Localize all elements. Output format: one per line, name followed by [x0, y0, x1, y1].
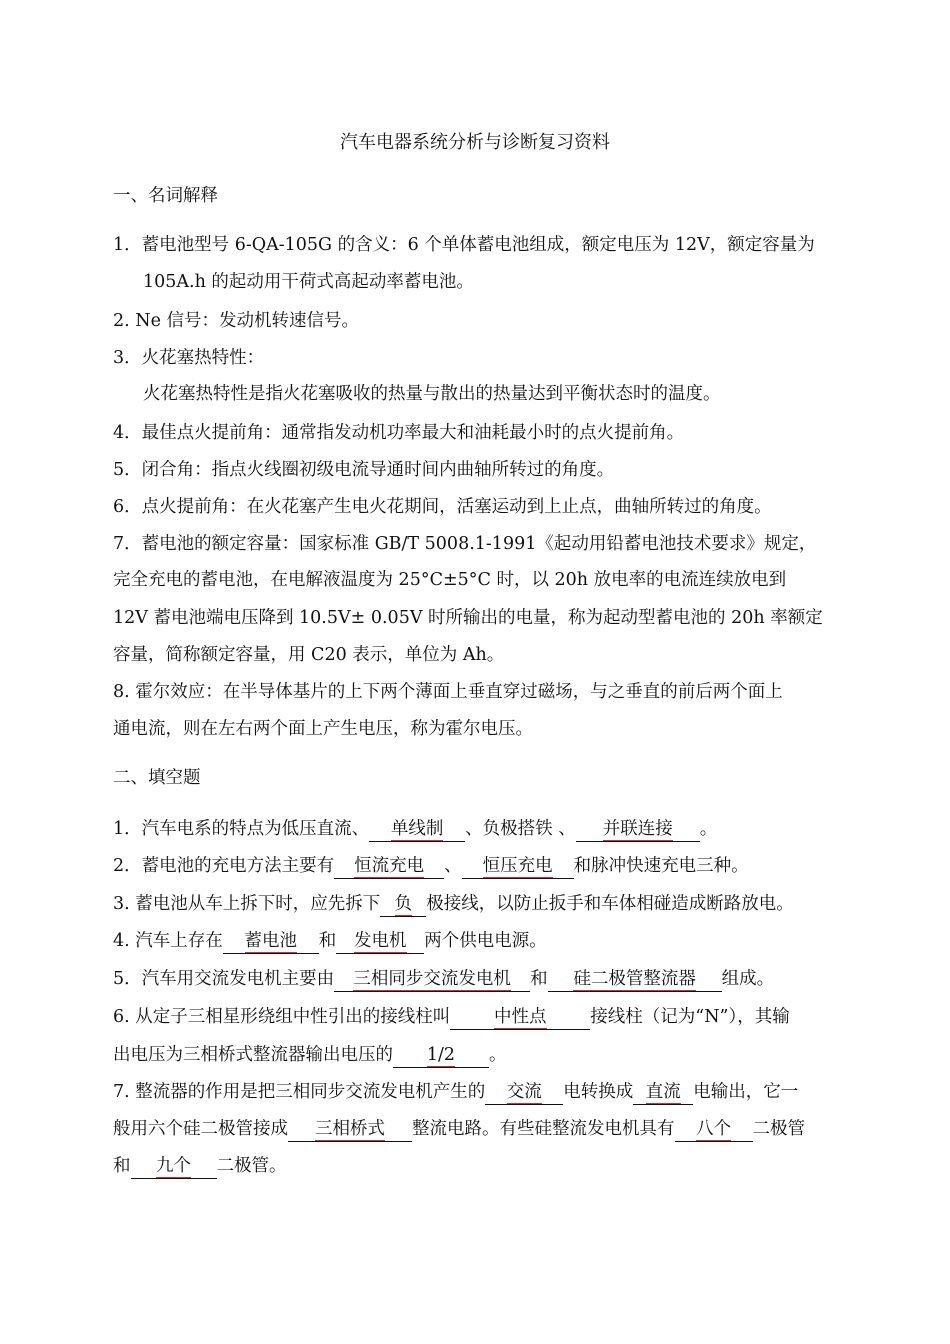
- fill-question-7-line-2: [113, 1116, 805, 1142]
- answer-blank: [380, 892, 426, 917]
- answer-text: 单线制: [390, 819, 444, 839]
- question-text: 二极管: [752, 1119, 805, 1139]
- question-text: 、负极搭铁 、: [465, 819, 576, 839]
- page-title: 汽车电器系统分析与诊断复习资料: [340, 132, 610, 153]
- answer-text: 1/2: [426, 1045, 456, 1065]
- answer-blank: [334, 854, 444, 879]
- answer-blank: [576, 817, 700, 842]
- answer-text: 交流: [506, 1082, 542, 1102]
- question-text: 二极管。: [216, 1156, 287, 1176]
- definition-7-line-4: 容量，简称额定容量，用 C20 表示，单位为 Ah。: [113, 645, 505, 665]
- question-text: 两个供电电源。: [424, 931, 547, 951]
- fill-question-7-line-3: [113, 1153, 287, 1179]
- question-text: 4. 汽车上存在: [113, 931, 223, 951]
- question-text: 组成。: [721, 969, 775, 989]
- fill-question-5: [113, 966, 774, 992]
- question-text: 5．汽车用交流发电机主要由: [113, 969, 335, 989]
- definition-5: 5．闭合角：指点火线圈初级电流导通时间内曲轴所转过的角度。: [113, 460, 615, 480]
- definition-7-line-2: 完全充电的蓄电池，在电解液温度为 25°C±5°C 时，以 20h 放电率的电流连续放电到: [113, 570, 787, 590]
- question-text: 1．汽车电系的特点为低压直流、: [113, 819, 370, 839]
- definition-2: 2. Ne 信号：发动机转速信号。: [113, 311, 359, 331]
- question-text: 整流电路。有些硅整流发电机具有: [412, 1119, 675, 1139]
- answer-blank: [334, 967, 530, 992]
- section-heading-definitions: 一、名词解释: [113, 186, 218, 206]
- question-text: 电输出，它一: [693, 1082, 799, 1102]
- definition-1-line-2: 105A.h 的起动用干荷式高起动率蓄电池。: [143, 272, 474, 292]
- question-text: 7. 整流器的作用是把三相同步交流发电机产生的: [113, 1082, 486, 1102]
- definition-7-line-1: 7．蓄电池的额定容量：国家标准 GB/T 5008.1-1991《起动用铅蓄电池技术要求》规定，: [113, 534, 817, 554]
- question-text: 。: [489, 1045, 507, 1065]
- question-text: 极接线，以防止扳手和车体相碰造成断路放电。: [426, 894, 794, 914]
- answer-blank: [288, 1117, 412, 1142]
- question-text: 3. 蓄电池从车上拆下时，应先拆下: [113, 894, 381, 914]
- fill-question-6-line-2: [113, 1042, 507, 1068]
- definition-8-line-1: 8. 霍尔效应：在半导体基片的上下两个薄面上垂直穿过磁场，与之垂直的前后两个面上: [113, 682, 783, 702]
- question-text: 2．蓄电池的充电方法主要有: [113, 856, 335, 876]
- answer-blank: [223, 929, 319, 954]
- fill-question-2: [113, 853, 749, 879]
- answer-text: 蓄电池: [244, 931, 298, 951]
- answer-text: 负: [394, 894, 413, 914]
- answer-blank: [462, 854, 574, 879]
- answer-text: 中性点: [494, 1007, 547, 1027]
- answer-blank: [336, 929, 424, 954]
- answer-text: 直流: [645, 1082, 681, 1102]
- answer-blank: [369, 817, 465, 842]
- definition-7-line-3: 12V 蓄电池端电压降到 10.5V± 0.05V 时所输出的电量，称为起动型蓄电池的 20h 率额定: [113, 608, 823, 628]
- question-text: 和: [113, 1156, 131, 1176]
- answer-blank: [393, 1043, 489, 1068]
- question-text: 和脉冲快速充电三种。: [573, 856, 749, 876]
- question-text: 和: [318, 931, 337, 951]
- definition-1-line-1: 1．蓄电池型号 6-QA-105G 的含义：6 个单体蓄电池组成，额定电压为 12V，额定容量为: [113, 235, 815, 255]
- answer-blank: [675, 1117, 753, 1142]
- answer-blank: [633, 1080, 693, 1105]
- fill-question-3: [113, 891, 794, 917]
- question-text: 出电压为三相桥式整流器输出电压的: [113, 1045, 393, 1065]
- section-heading-fill-in: 二、填空题: [113, 768, 201, 788]
- question-text: 、: [444, 856, 462, 876]
- answer-text: 并联连接: [602, 819, 673, 839]
- answer-text: 硅二极管整流器: [573, 969, 696, 989]
- fill-question-1: [113, 816, 717, 842]
- definition-4: 4．最佳点火提前角：通常指发动机功率最大和油耗最小时的点火提前角。: [113, 423, 685, 443]
- question-text: 般用六个硅二极管接成: [113, 1119, 288, 1139]
- fill-question-4: [113, 928, 547, 954]
- answer-text: 三相同步交流发电机: [353, 969, 511, 989]
- question-text: 和: [530, 969, 548, 989]
- fill-question-6-line-1: [113, 1004, 790, 1030]
- question-text: 电转换成: [563, 1082, 634, 1102]
- question-text: 接线柱（记为“N”），其输: [590, 1007, 790, 1027]
- answer-text: 发电机: [354, 931, 407, 951]
- question-text: 。: [699, 819, 718, 839]
- definition-3-line-1: 3．火花塞热特性：: [113, 348, 265, 368]
- definition-8-line-2: 通电流，则在左右两个面上产生电压，称为霍尔电压。: [113, 719, 533, 739]
- answer-text: 八个: [696, 1119, 731, 1139]
- answer-text: 九个: [156, 1156, 191, 1176]
- answer-text: 恒压充电: [482, 856, 553, 876]
- answer-blank: [548, 967, 722, 992]
- answer-text: 恒流充电: [354, 856, 425, 876]
- answer-blank: [485, 1080, 563, 1105]
- answer-text: 三相桥式: [315, 1119, 385, 1139]
- question-text: 6. 从定子三相星形绕组中性引出的接线柱叫: [113, 1007, 451, 1027]
- definition-3-line-2: 火花塞热特性是指火花塞吸收的热量与散出的热量达到平衡状态时的温度。: [143, 384, 721, 404]
- answer-blank: [450, 1005, 590, 1030]
- fill-question-7-line-1: [113, 1079, 798, 1105]
- definition-6: 6．点火提前角：在火花塞产生电火花期间，活塞运动到上止点，曲轴所转过的角度。: [113, 497, 772, 517]
- answer-blank: [131, 1154, 217, 1179]
